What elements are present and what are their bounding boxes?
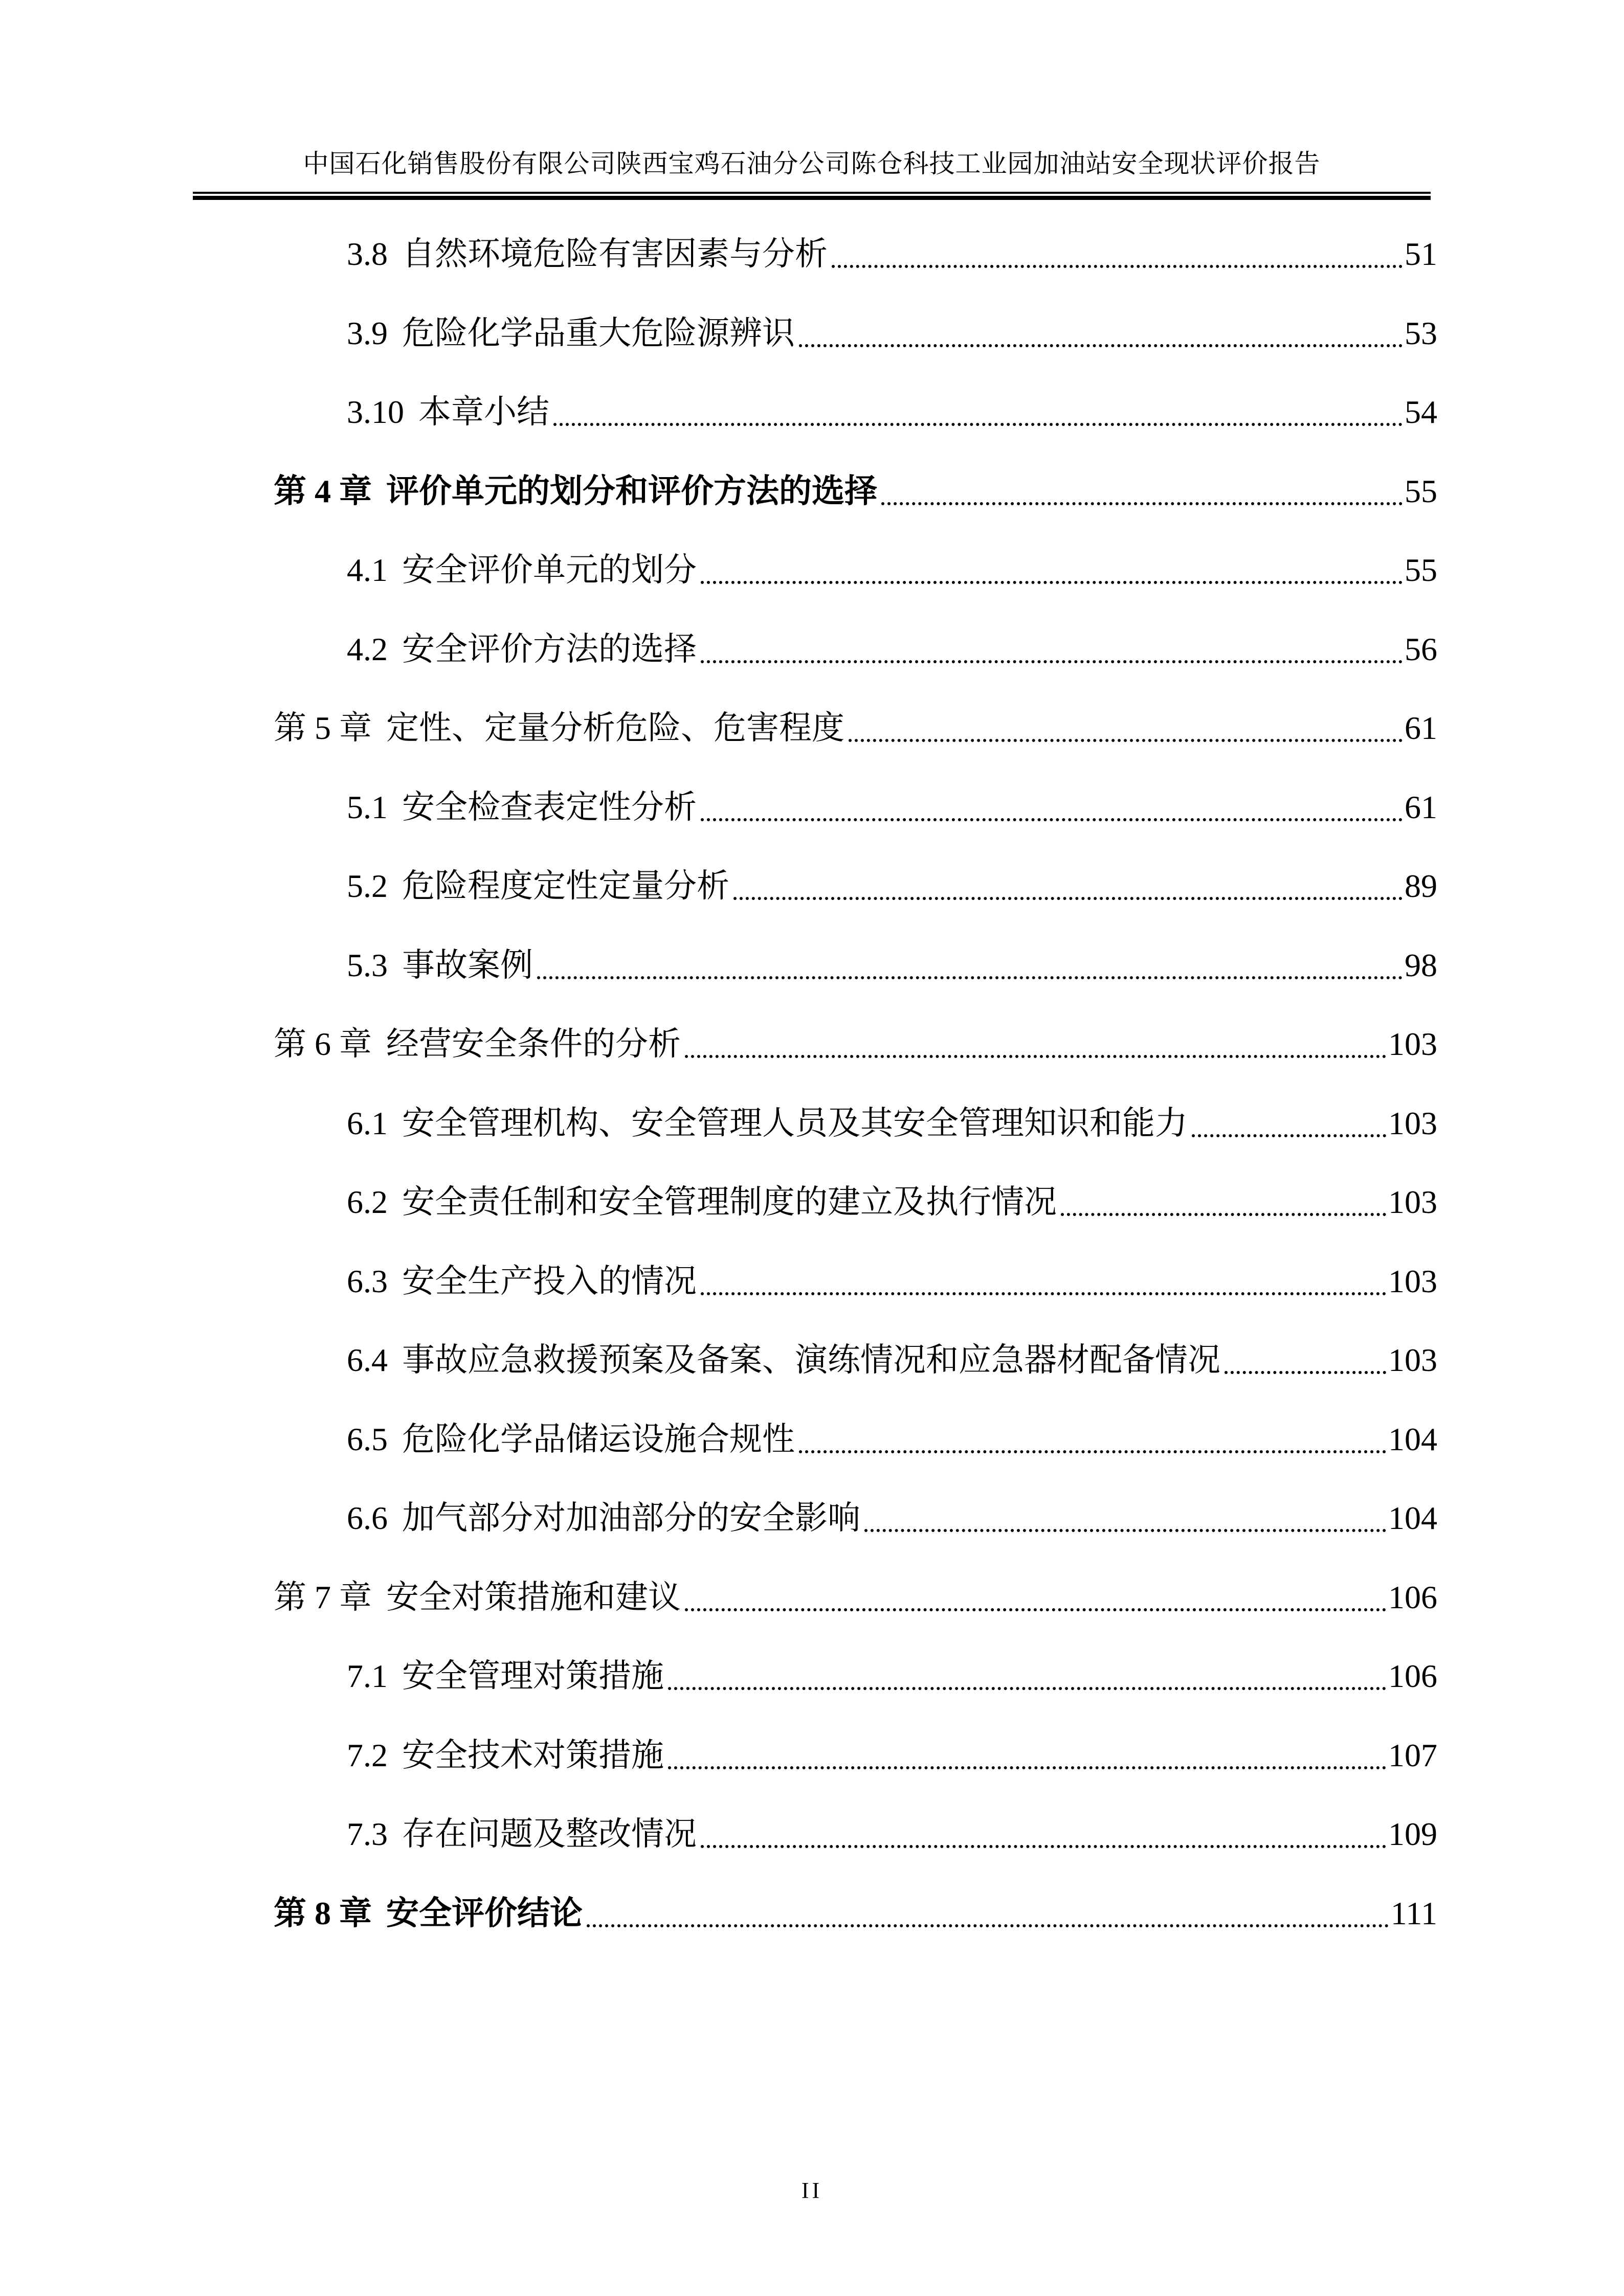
toc-entry-title: 安全管理机构、安全管理人员及其安全管理知识和能力 (402, 1105, 1188, 1141)
toc-dot-leader (1061, 1206, 1386, 1216)
toc-entry-page: 56 (1405, 631, 1437, 667)
toc-entry-number: 第 5 章 (274, 710, 372, 746)
page-number: II (801, 2178, 823, 2203)
toc-section-entry[interactable] (347, 547, 1437, 593)
toc-entry-page: 103 (1388, 1342, 1437, 1378)
toc-entry-title: 评价单元的划分和评价方法的选择 (386, 473, 877, 509)
toc-entry-page: 55 (1405, 473, 1437, 509)
toc-entry-number: 3.10 (347, 394, 404, 430)
toc-section-entry[interactable] (347, 1653, 1437, 1699)
toc-entry-page: 107 (1388, 1737, 1437, 1773)
toc-section-entry[interactable] (347, 1732, 1437, 1779)
toc-section-entry[interactable] (347, 310, 1437, 356)
toc-entry-page: 98 (1405, 947, 1437, 983)
toc-dot-leader (701, 1838, 1386, 1848)
toc-dot-leader (733, 890, 1403, 900)
toc-entry-title: 事故案例 (402, 947, 533, 983)
toc-section-entry[interactable] (347, 1337, 1437, 1383)
toc-entry-page: 104 (1388, 1421, 1437, 1457)
toc-entry-number: 第 8 章 (274, 1895, 372, 1931)
toc-entry-title: 危险化学品重大危险源辨识 (402, 315, 795, 351)
toc-section-entry[interactable] (347, 626, 1437, 672)
toc-section-entry[interactable] (347, 231, 1437, 277)
toc-entry-title: 安全对策措施和建议 (386, 1579, 681, 1615)
toc-entry-number: 6.5 (347, 1421, 388, 1457)
toc-dot-leader (701, 811, 1403, 821)
toc-dot-leader (685, 1048, 1386, 1058)
toc-dot-leader (587, 1917, 1389, 1927)
toc-entry-title: 危险化学品储运设施合规性 (402, 1421, 795, 1457)
toc-dot-leader (553, 416, 1403, 426)
toc-entry-number: 7.2 (347, 1737, 388, 1773)
toc-dot-leader (864, 1522, 1386, 1532)
toc-entry-page: 106 (1388, 1579, 1437, 1615)
toc-entry-title: 安全管理对策措施 (402, 1658, 664, 1694)
header-rule-thin (193, 192, 1431, 194)
toc-dot-leader (881, 495, 1403, 505)
toc-entry-title: 安全检查表定性分析 (402, 789, 697, 825)
toc-section-entry[interactable] (347, 1811, 1437, 1857)
toc-entry-number: 6.1 (347, 1105, 388, 1141)
toc-entry-page: 103 (1388, 1026, 1437, 1062)
header-rule-thick (193, 196, 1431, 200)
toc-section-entry[interactable] (347, 784, 1437, 830)
toc-section-entry[interactable] (347, 389, 1437, 435)
toc-dot-leader (685, 1601, 1386, 1611)
toc-entry-number: 7.3 (347, 1816, 388, 1852)
toc-entry-page: 103 (1388, 1105, 1437, 1141)
toc-entry-number: 5.1 (347, 789, 388, 825)
toc-entry-title: 安全技术对策措施 (402, 1737, 664, 1773)
toc-entry-title: 安全评价方法的选择 (402, 631, 697, 667)
toc-entry-number: 3.9 (347, 315, 388, 351)
toc-entry-number: 6.4 (347, 1342, 388, 1378)
toc-entry-number: 第 7 章 (274, 1579, 372, 1615)
toc-entry-title: 定性、定量分析危险、危害程度 (386, 710, 844, 746)
toc-entry-page: 61 (1405, 710, 1437, 746)
toc-dot-leader (832, 258, 1403, 268)
toc-section-entry[interactable] (347, 1416, 1437, 1462)
toc-section-entry[interactable] (347, 1179, 1437, 1225)
toc-dot-leader (701, 653, 1403, 663)
toc-chapter-entry[interactable] (274, 1890, 1437, 1937)
toc-entry-page: 104 (1388, 1500, 1437, 1536)
toc-entry-number: 4.1 (347, 552, 388, 588)
toc-entry-number: 第 4 章 (274, 473, 372, 509)
toc-entry-page: 111 (1390, 1895, 1437, 1931)
toc-section-entry[interactable] (347, 1258, 1437, 1304)
toc-entry-page: 103 (1388, 1263, 1437, 1299)
toc-section-entry[interactable] (347, 863, 1437, 909)
toc-dot-leader (701, 574, 1403, 584)
toc-entry-number: 6.6 (347, 1500, 388, 1536)
toc-entry-title: 安全生产投入的情况 (402, 1263, 697, 1299)
toc-dot-leader (799, 337, 1403, 347)
toc-chapter-entry[interactable] (274, 1021, 1437, 1067)
toc-dot-leader (1225, 1364, 1386, 1374)
toc-entry-title: 加气部分对加油部分的安全影响 (402, 1500, 860, 1536)
toc-entry-title: 存在问题及整改情况 (402, 1816, 697, 1852)
report-title: 中国石化销售股份有限公司陕西宝鸡石油分公司陈仓科技工业园加油站安全现状评价报告 (303, 149, 1321, 178)
toc-entry-title: 事故应急救援预案及备案、演练情况和应急器材配备情况 (402, 1342, 1220, 1378)
toc-entry-page: 54 (1405, 394, 1437, 430)
toc-entry-title: 安全评价结论 (386, 1895, 583, 1931)
header-double-rule (193, 192, 1431, 200)
toc-entry-title: 本章小结 (418, 394, 549, 430)
toc-entry-title: 安全责任制和安全管理制度的建立及执行情况 (402, 1184, 1057, 1220)
toc-entry-number: 5.2 (347, 868, 388, 904)
toc-dot-leader (849, 732, 1403, 742)
toc-entry-page: 106 (1388, 1658, 1437, 1694)
toc-chapter-entry[interactable] (274, 468, 1437, 514)
toc-entry-number: 6.3 (347, 1263, 388, 1299)
toc-section-entry[interactable] (347, 1100, 1437, 1146)
toc-entry-number: 5.3 (347, 947, 388, 983)
toc-entry-page: 53 (1405, 315, 1437, 351)
toc-entry-page: 61 (1405, 789, 1437, 825)
toc-dot-leader (1192, 1127, 1386, 1137)
toc-entry-number: 6.2 (347, 1184, 388, 1220)
toc-dot-leader (668, 1680, 1386, 1690)
toc-entry-page: 103 (1388, 1184, 1437, 1220)
toc-entry-title: 安全评价单元的划分 (402, 552, 697, 588)
toc-entry-title: 危险程度定性定量分析 (402, 868, 729, 904)
toc-entry-title: 经营安全条件的分析 (386, 1026, 681, 1062)
toc-section-entry[interactable] (347, 1495, 1437, 1541)
toc-dot-leader (668, 1759, 1386, 1769)
toc-dot-leader (799, 1443, 1386, 1453)
toc-entry-number: 3.8 (347, 236, 388, 272)
toc-entry-number: 7.1 (347, 1658, 388, 1694)
toc-dot-leader (701, 1285, 1386, 1295)
toc-entry-number: 第 6 章 (274, 1026, 372, 1062)
toc-chapter-entry[interactable] (274, 1574, 1437, 1620)
toc-dot-leader (537, 969, 1403, 979)
toc-entry-title: 自然环境危险有害因素与分析 (402, 236, 828, 272)
toc-section-entry[interactable] (347, 942, 1437, 988)
toc-entry-page: 89 (1405, 868, 1437, 904)
toc-entry-number: 4.2 (347, 631, 388, 667)
toc-entry-page: 55 (1405, 552, 1437, 588)
toc-chapter-entry[interactable] (274, 705, 1437, 751)
toc-entry-page: 109 (1388, 1816, 1437, 1852)
toc-entry-page: 51 (1405, 236, 1437, 272)
